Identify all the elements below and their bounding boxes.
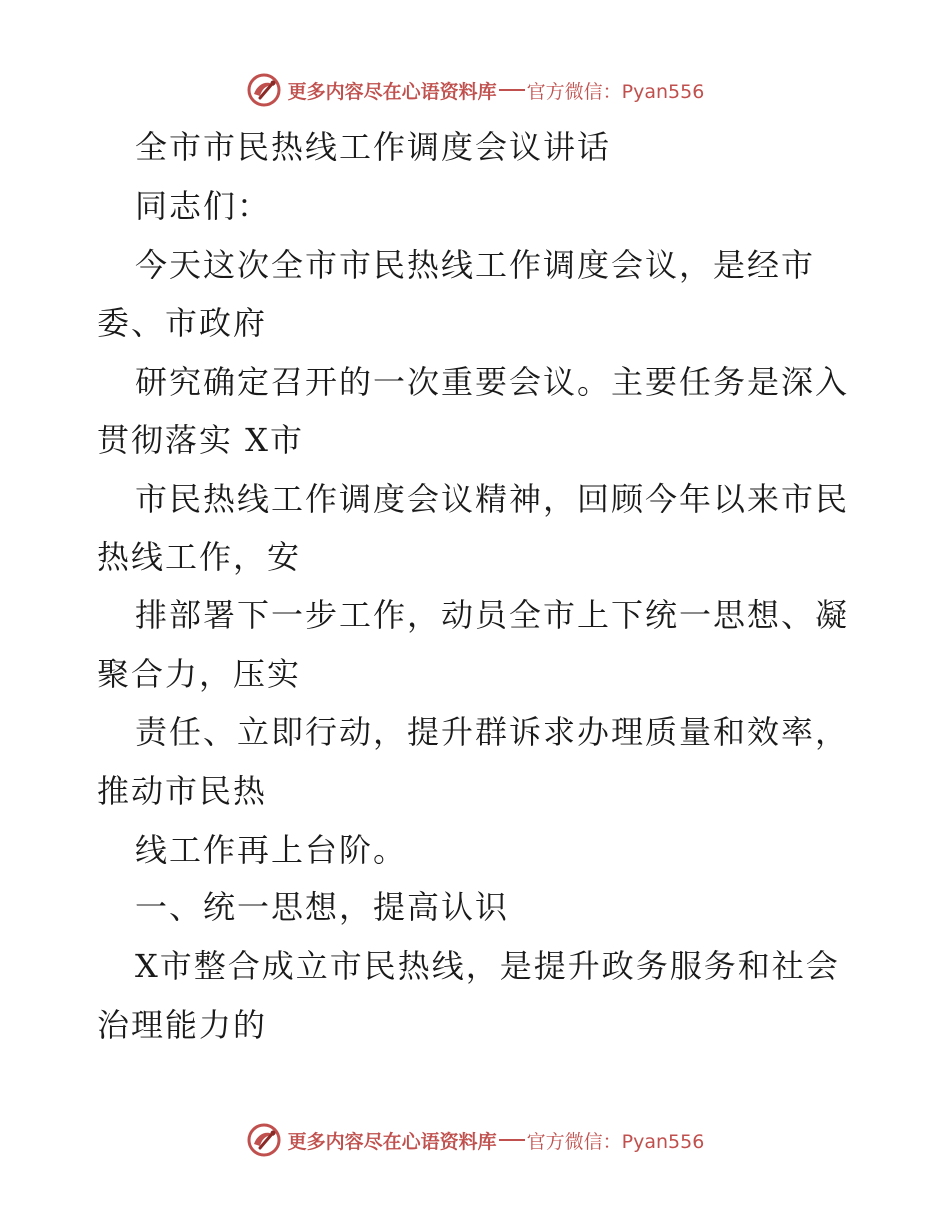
footer-watermark	[0, 1120, 950, 1160]
watermark-text: 更多内容尽在心语资料库	[287, 1130, 497, 1153]
watermark-dash	[499, 1139, 525, 1141]
paragraph-line: 线工作再上台阶。	[135, 831, 408, 869]
watermark-text: 更多内容尽在心语资料库	[287, 80, 497, 103]
paragraph-line: 聚合力，压实	[97, 655, 302, 693]
paragraph-line: 推动市民热	[97, 772, 268, 810]
paragraph-line: 排部署下一步工作，动员全市上下统一思想、凝	[135, 596, 850, 634]
paragraph-line: 今天这次全市市民热线工作调度会议，是经市	[135, 246, 816, 284]
paragraph-line: 委、市政府	[97, 304, 268, 342]
paragraph-line: 贯彻落实 X市	[97, 421, 304, 459]
swirl-logo-icon	[246, 1122, 282, 1158]
section-heading: 一、统一思想，提高认识	[135, 888, 510, 926]
watermark-contact: 官方微信：Pyan556	[526, 1130, 705, 1153]
paragraph-line: 责任、立即行动，提升群诉求办理质量和效率，	[135, 713, 850, 751]
document-title: 全市市民热线工作调度会议讲话	[135, 128, 612, 166]
salutation: 同志们：	[135, 187, 272, 225]
paragraph-line: X市整合成立市民热线，是提升政务服务和社会	[135, 947, 840, 985]
paragraph-line: 热线工作，安	[97, 538, 302, 576]
paragraph-line: 市民热线工作调度会议精神，回顾今年以来市民	[135, 480, 850, 518]
watermark-contact: 官方微信：Pyan556	[526, 80, 705, 103]
paragraph-line: 治理能力的	[97, 1006, 268, 1044]
paragraph-line: 研究确定召开的一次重要会议。主要任务是深入	[135, 363, 850, 401]
